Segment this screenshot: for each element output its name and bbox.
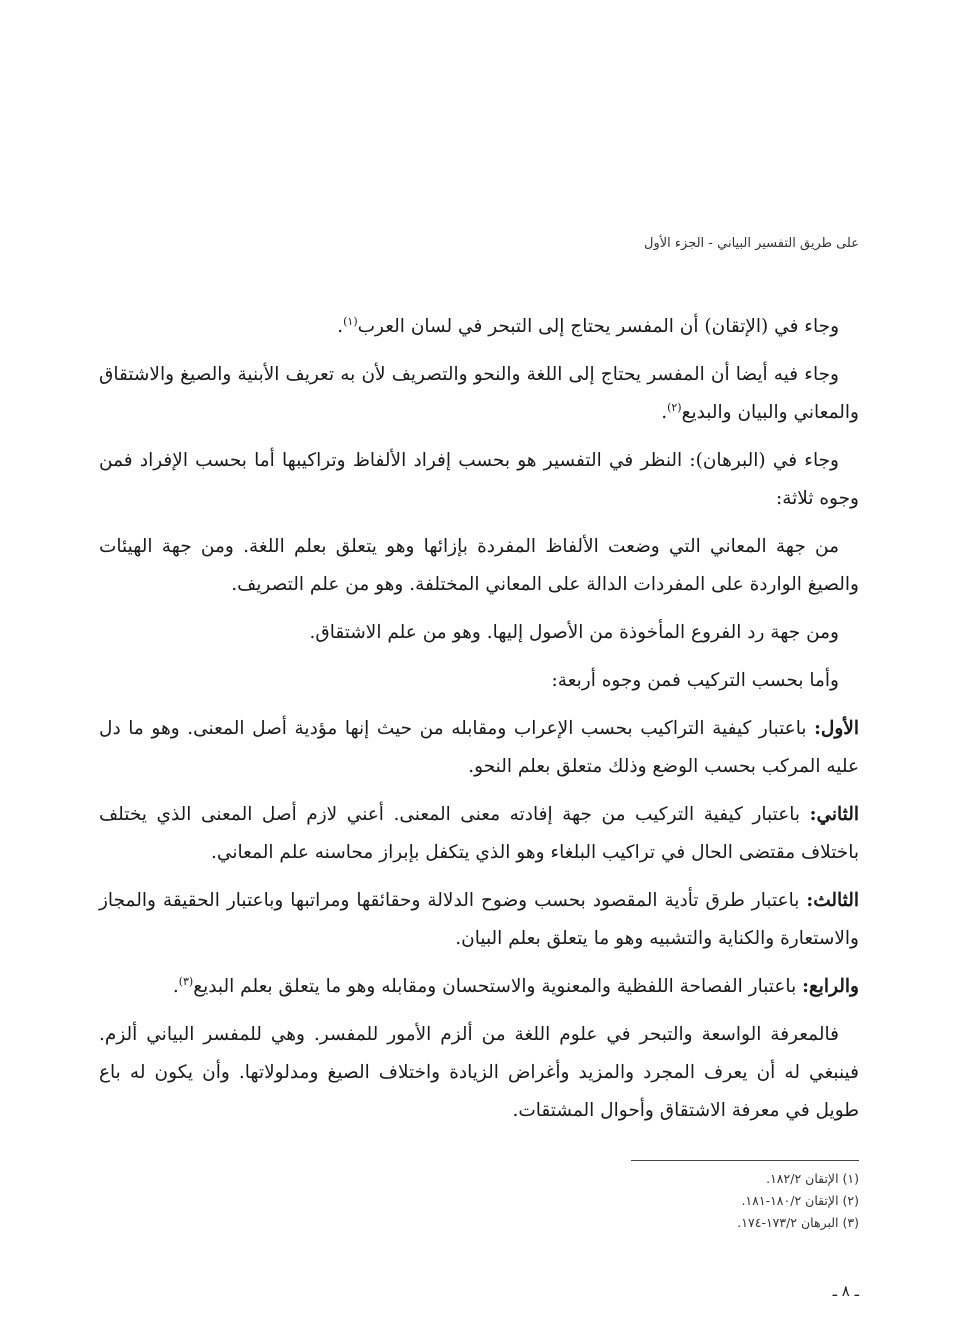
- paragraph-text: وجاء في (الإتقان) أن المفسر يحتاج إلى التبحر في لسان العرب: [357, 316, 839, 337]
- paragraph-fourth-aspect: والرابع: باعتبار الفصاحة اللفظية والمعنوية والاستحسان ومقابله وهو ما يتعلق بعلم البديع$^{(٣)}$.: [172, 974, 859, 997]
- paragraph-11: [99, 1016, 859, 1130]
- paragraph-text: باعتبار طرق تأدية المقصود بحسب وضوح الدلالة وحقائقها ومراتبها وباعتبار الحقيقة والمجاز والاستعارة والكناية والتشبيه وهو ما يتعلق بعلم البيان.: [99, 890, 859, 949]
- paragraph-text: وجاء في (البرهان): النظر في التفسير هو بحسب إفراد الألفاظ وتراكيبها أما بحسب الإفراد فمن وجوه ثلاثة:: [99, 450, 859, 509]
- paragraph-3: [99, 442, 859, 518]
- item-label: الأول:: [814, 718, 859, 739]
- paragraph-third-aspect: [99, 882, 859, 958]
- paragraph-5: [99, 614, 859, 652]
- footnote-marker[interactable]: (٢): [667, 400, 682, 414]
- body-text: [99, 308, 859, 1140]
- item-label: والرابع:: [802, 976, 859, 997]
- paragraph-text: باعتبار كيفية التراكيب بحسب الإعراب ومقابله من حيث إنها مؤدية أصل المعنى. وهو ما دل عليه المركب بحسب الوضع وذلك متعلق بعلم النحو.: [99, 718, 859, 777]
- paragraph-text: وجاء فيه أيضا أن المفسر يحتاج إلى اللغة والنحو والتصريف لأن به تعريف الأبنية والصيغ والاشتقاق والمعاني والبيان والبديع: [99, 364, 859, 423]
- paragraph-text: وأما بحسب التركيب فمن وجوه أربعة:: [551, 670, 839, 691]
- footnote-item: (٢) الإتقان ١٨٠/٢-١٨١.: [741, 1193, 859, 1208]
- footnote-divider: [631, 1160, 859, 1161]
- paragraph-4: [99, 528, 859, 604]
- paragraph-text: باعتبار كيفية التركيب من جهة إفادته معنى المعنى. أعني لازم أصل المعنى الذي يختلف باختلاف مقتضى الحال في تراكيب البلغاء وهو الذي يتكفل بإبراز محاسنه علم المعاني.: [99, 804, 859, 863]
- paragraph-first-aspect: [99, 710, 859, 786]
- running-header: على طريق التفسير البياني - الجزء الأول: [644, 236, 859, 251]
- item-label: الثالث:: [806, 890, 859, 911]
- footnote-item: (١) الإتقان ١٨٢/٢.: [766, 1171, 859, 1186]
- footnote-item: (٣) البرهان ١٧٣/٢-١٧٤.: [737, 1215, 859, 1230]
- paragraph-text: باعتبار الفصاحة اللفظية والمعنوية والاستحسان ومقابله وهو ما يتعلق بعلم البديع: [193, 976, 797, 997]
- footnotes: [459, 1168, 859, 1234]
- paragraph-text: فالمعرفة الواسعة والتبحر في علوم اللغة من ألزم الأمور للمفسر. وهي للمفسر البياني ألزم. فينبغي له أن يعرف المجرد والمزيد وأغراض الزيادة واختلاف الصيغ ومدلولاتها. وأن يكون له باع طويل في معرفة الاشتقاق وأحوال المشتقات.: [99, 1024, 859, 1121]
- paragraph-1: وجاء في (الإتقان) أن المفسر يحتاج إلى التبحر في لسان العرب$^{(١)}$.: [337, 314, 839, 337]
- page-number: ـ ٨ ـ: [832, 1282, 859, 1300]
- paragraph-6: [99, 662, 859, 700]
- footnote-marker[interactable]: (١): [343, 314, 358, 328]
- paragraph-text: ومن جهة رد الفروع المأخوذة من الأصول إليها. وهو من علم الاشتقاق.: [309, 622, 839, 643]
- paragraph-text: من جهة المعاني التي وضعت الألفاظ المفردة بإزائها وهو يتعلق بعلم اللغة. ومن جهة الهيئات والصيغ الواردة على المفردات الدالة على المعاني المختلفة. وهو من علم التصريف.: [99, 536, 859, 595]
- paragraph-second-aspect: [99, 796, 859, 872]
- footnote-marker[interactable]: (٣): [178, 974, 194, 988]
- paragraph-2: وجاء فيه أيضا أن المفسر يحتاج إلى اللغة والنحو والتصريف لأن به تعريف الأبنية والصيغ والاشتقاق والمعاني والبيان والبديع$^{(٢)}$.: [99, 364, 859, 423]
- item-label: الثاني:: [809, 804, 860, 825]
